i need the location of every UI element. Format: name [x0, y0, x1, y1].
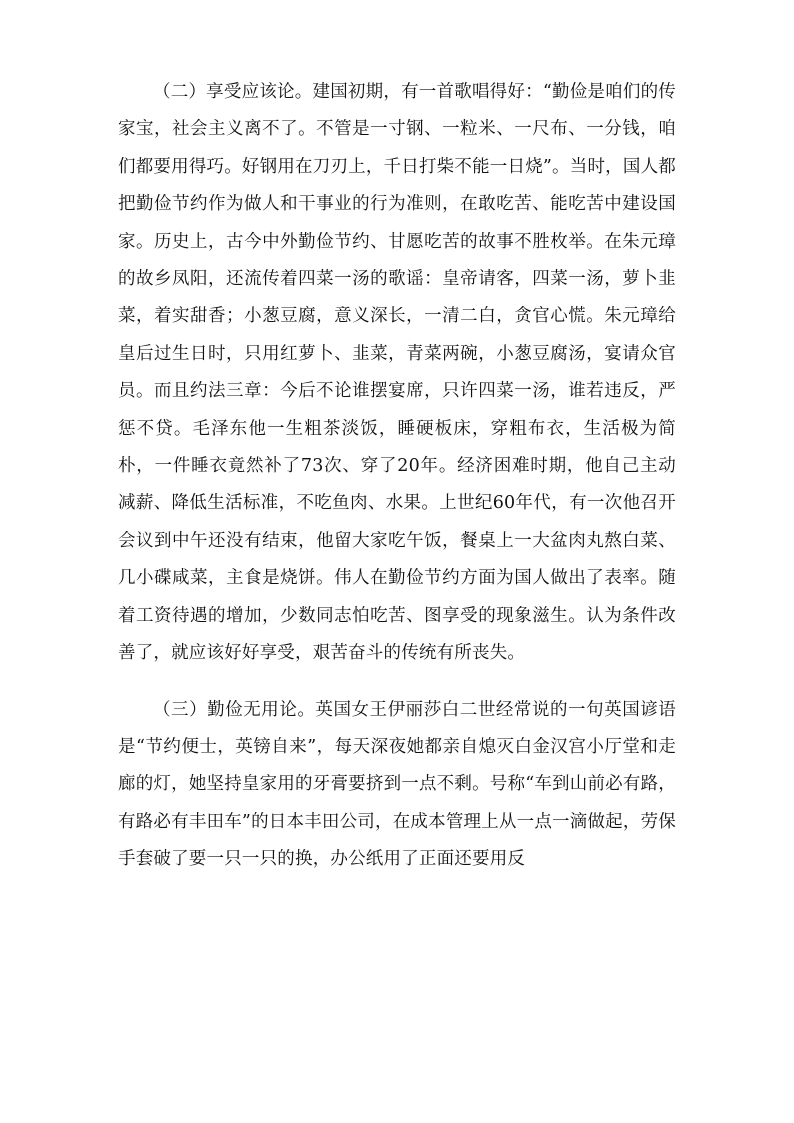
document-body	[118, 74, 676, 879]
paragraph-enjoyment-theory: （二）享受应该论。建国初期，有一首歌唱得好：“勤俭是咱们的传家宝，社会主义离不了。不管是一寸钢、一粒米、一尺布、一分钱，咱们都要用得巧。好钢用在刀刃上，千日打柴不能一日烧”。当时，国人都把勤俭节约作为做人和干事业的行为准则，在敢吃苦、能吃苦中建设国家。历史上，古今中外勤俭节约、甘愿吃苦的故事不胜枚举。在朱元璋的故乡凤阳，还流传着四菜一汤的歌谣：皇帝请客，四菜一汤，萝卜韭菜，着实甜香；小葱豆腐，意义深长，一清二白，贪官心慌。朱元璋给皇后过生日时，只用红萝卜、韭菜，青菜两碗，小葱豆腐汤，宴请众官员。而且约法三章：今后不论谁摆宴席，只许四菜一汤，谁若违反，严惩不贷。毛泽东他一生粗茶淡饭，睡硬板床，穿粗布衣，生活极为简朴，一件睡衣竟然补了73次、穿了20年。经济困难时期，他自己主动减薪、降低生活标准，不吃鱼肉、水果。上世纪60年代，有一次他召开会议到中午还没有结束，他留大家吃午饭，餐桌上一大盆肉丸熬白菜、几小碟咸菜，主食是烧饼。伟人在勤俭节约方面为国人做出了表率。随着工资待遇的增加，少数同志怕吃苦、图享受的现象滋生。认为条件改善了，就应该好好享受，艰苦奋斗的传统有所丧失。	[118, 82, 676, 664]
paragraph-frugality-useless-theory: （三）勤俭无用论。英国女王伊丽莎白二世经常说的一句英国谚语是“节约便士，英镑自来”，每天深夜她都亲自熄灭白金汉宫小厅堂和走廊的灯，她坚持皇家用的牙膏要挤到一点不剩。号称“车到山前必有路，有路必有丰田车”的日本丰田公司，在成本管理上从一点一滴做起，劳保手套破了要一只一只的换，办公纸用了正面还要用反	[118, 699, 676, 870]
